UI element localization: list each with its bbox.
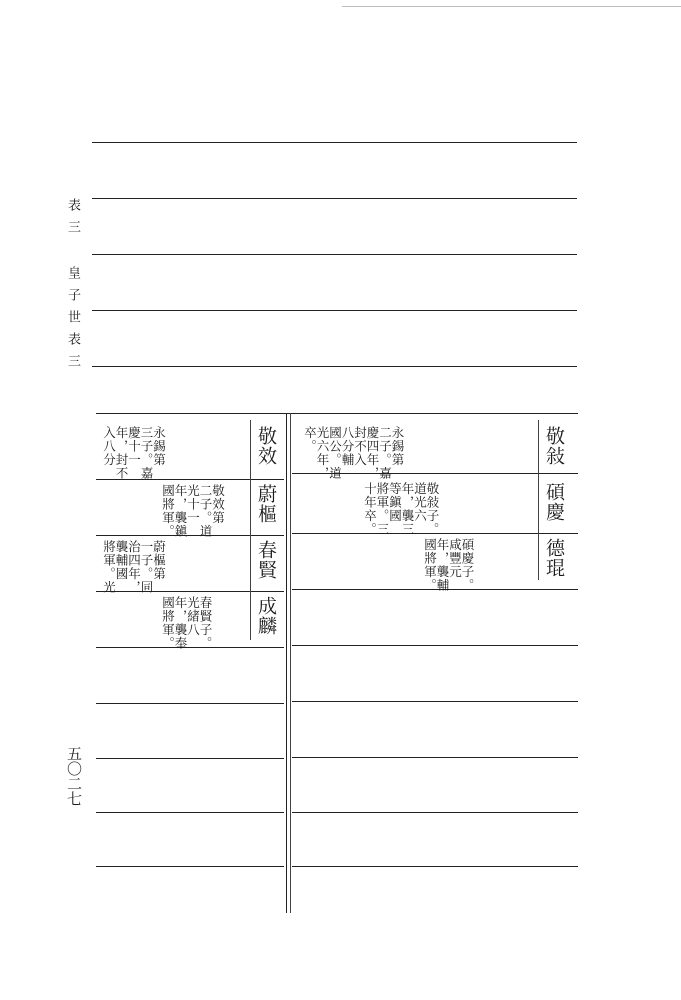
table-top-rule	[96, 413, 578, 414]
table-divider	[286, 413, 287, 913]
right-row-rule-5	[292, 701, 578, 702]
right-note-3: 碩慶子。 咸豐元 年，襲輔 國將軍。	[422, 538, 475, 592]
left-note-2: 敬效第 二子。道 光十一 年，襲鎭 國將軍。	[160, 484, 226, 538]
right-name-separator	[538, 420, 539, 580]
left-note-1: 永錫第 三子。嘉 慶十一 年，封不 入八分	[101, 426, 167, 480]
page-number: 五〇二七	[65, 746, 83, 806]
upper-rule-3	[92, 254, 577, 255]
upper-rule-5	[92, 366, 577, 367]
right-row-rule-7	[292, 812, 578, 813]
left-row-rule-6	[96, 758, 284, 759]
right-name-2: 碩慶	[543, 482, 565, 522]
right-row-rule-8	[292, 866, 578, 867]
section-label: 表三	[65, 198, 80, 242]
right-note-2: 敬敍子。 道光六 年，襲三 等鎭國 將軍。三 十年卒。	[362, 482, 440, 536]
upper-rule-1	[92, 142, 577, 143]
left-name-separator	[250, 420, 251, 640]
left-note-3: 蔚樞第 一子。同 治四年， 襲輔國 將軍。光	[101, 540, 167, 594]
left-name-1: 敬效	[255, 426, 277, 466]
left-row-rule-8	[96, 866, 284, 867]
table-title: 皇子世表三	[65, 266, 80, 376]
right-note-1: 永錫第 二子。嘉 慶四年， 封不入 八分輔 國公。道 光六年， 卒。	[302, 426, 405, 480]
top-margin-rule	[342, 6, 681, 7]
upper-rule-4	[92, 310, 577, 311]
right-row-rule-6	[292, 757, 578, 758]
left-row-rule-7	[96, 812, 284, 813]
left-name-2: 蔚樞	[255, 484, 277, 524]
right-name-1: 敬敍	[543, 426, 565, 466]
left-note-4: 春賢子。 光緒八 年，襲奉 國將軍。	[160, 596, 213, 650]
right-name-3: 德琨	[543, 538, 565, 578]
left-name-4: 成麟	[255, 596, 277, 636]
table-divider-inner	[290, 413, 291, 913]
left-row-rule-5	[96, 703, 284, 704]
upper-rule-2	[92, 198, 577, 199]
left-name-3: 春賢	[255, 540, 277, 580]
right-row-rule-4	[292, 645, 578, 646]
